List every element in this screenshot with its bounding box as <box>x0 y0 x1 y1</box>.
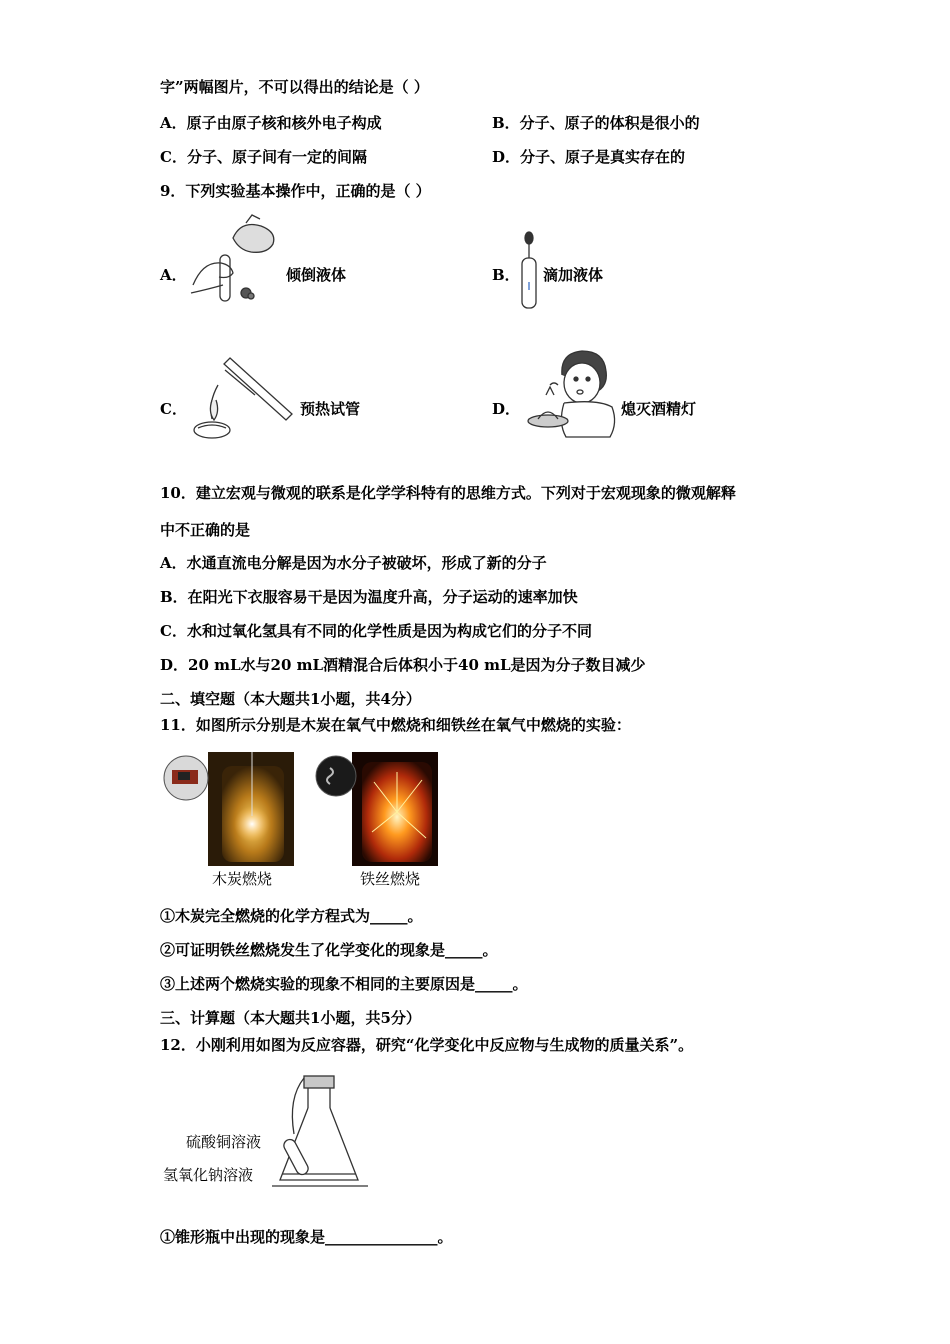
q8-option-d[interactable]: D．分子、原子是真实存在的 <box>492 148 686 166</box>
q9-option-d-letter[interactable]: D． <box>492 400 521 418</box>
q11-stem: 11．如图所示分别是木炭在氧气中燃烧和细铁丝在氧气中燃烧的实验： <box>160 716 631 734</box>
q10-stem-line2: 中不正确的是 <box>160 521 251 539</box>
q10-stem-line1: 10．建立宏观与微观的联系是化学学科特有的思维方式。下列对于宏观现象的微观解释 <box>160 484 736 502</box>
q12-sub1: ①锥形瓶中出现的现象是_______________。 <box>160 1228 453 1246</box>
q8-line: 字”两幅图片，不可以得出的结论是（ ） <box>160 78 429 96</box>
q11-sub1: ①木炭完全燃烧的化学方程式为_____。 <box>160 907 423 925</box>
q12-stem: 12．小刚利用如图为反应容器，研究“化学变化中反应物与生成物的质量关系”。 <box>160 1036 694 1054</box>
q9-option-d-label: 熄灭酒精灯 <box>621 400 697 418</box>
charcoal-burning-photo <box>162 752 294 866</box>
q8-option-a[interactable]: A．原子由原子核和核外电子构成 <box>160 114 382 132</box>
iron-wire-caption: 铁丝燃烧 <box>360 870 421 888</box>
blowing-out-lamp-figure <box>520 345 620 443</box>
q10-option-b[interactable]: B．在阳光下衣服容易干是因为温度升高，分子运动的速率加快 <box>160 588 578 606</box>
q9-stem: 9．下列实验基本操作中，正确的是（ ） <box>160 182 431 200</box>
copper-sulfate-label: 硫酸铜溶液 <box>186 1133 262 1151</box>
q11-sub3: ③上述两个燃烧实验的现象不相同的主要原因是_____。 <box>160 975 528 993</box>
section-fill-blank-heading: 二、填空题（本大题共1小题，共4分） <box>160 690 421 708</box>
iron-wire-burning-photo <box>312 752 438 866</box>
q9-option-a-letter[interactable]: A． <box>160 266 187 284</box>
section-calc-heading: 三、计算题（本大题共1小题，共5分） <box>160 1009 421 1027</box>
q9-option-b-label: 滴加液体 <box>543 266 604 284</box>
q10-option-a[interactable]: A．水通直流电分解是因为水分子被破坏，形成了新的分子 <box>160 554 547 572</box>
q9-option-c-label: 预热试管 <box>300 400 361 418</box>
dropper-figure <box>518 230 540 312</box>
charcoal-caption: 木炭燃烧 <box>212 870 273 888</box>
q9-option-c-letter[interactable]: C． <box>160 400 187 418</box>
q10-option-c[interactable]: C．水和过氧化氢具有不同的化学性质是因为构成它们的分子不同 <box>160 622 592 640</box>
q8-option-c[interactable]: C．分子、原子间有一定的间隔 <box>160 148 367 166</box>
q10-option-d[interactable]: D．20 mL水与20 mL酒精混合后体积小于40 mL是因为分子数目减少 <box>160 656 646 674</box>
q9-option-b-letter[interactable]: B． <box>492 266 520 284</box>
conical-flask-figure <box>268 1072 378 1192</box>
sodium-hydroxide-label: 氢氧化钠溶液 <box>163 1166 254 1184</box>
q11-sub2: ②可证明铁丝燃烧发生了化学变化的现象是_____。 <box>160 941 498 959</box>
preheat-tube-figure <box>190 350 300 442</box>
q9-option-a-label: 倾倒液体 <box>286 266 347 284</box>
q8-option-b[interactable]: B．分子、原子的体积是很小的 <box>492 114 700 132</box>
pouring-liquid-figure <box>188 213 283 305</box>
